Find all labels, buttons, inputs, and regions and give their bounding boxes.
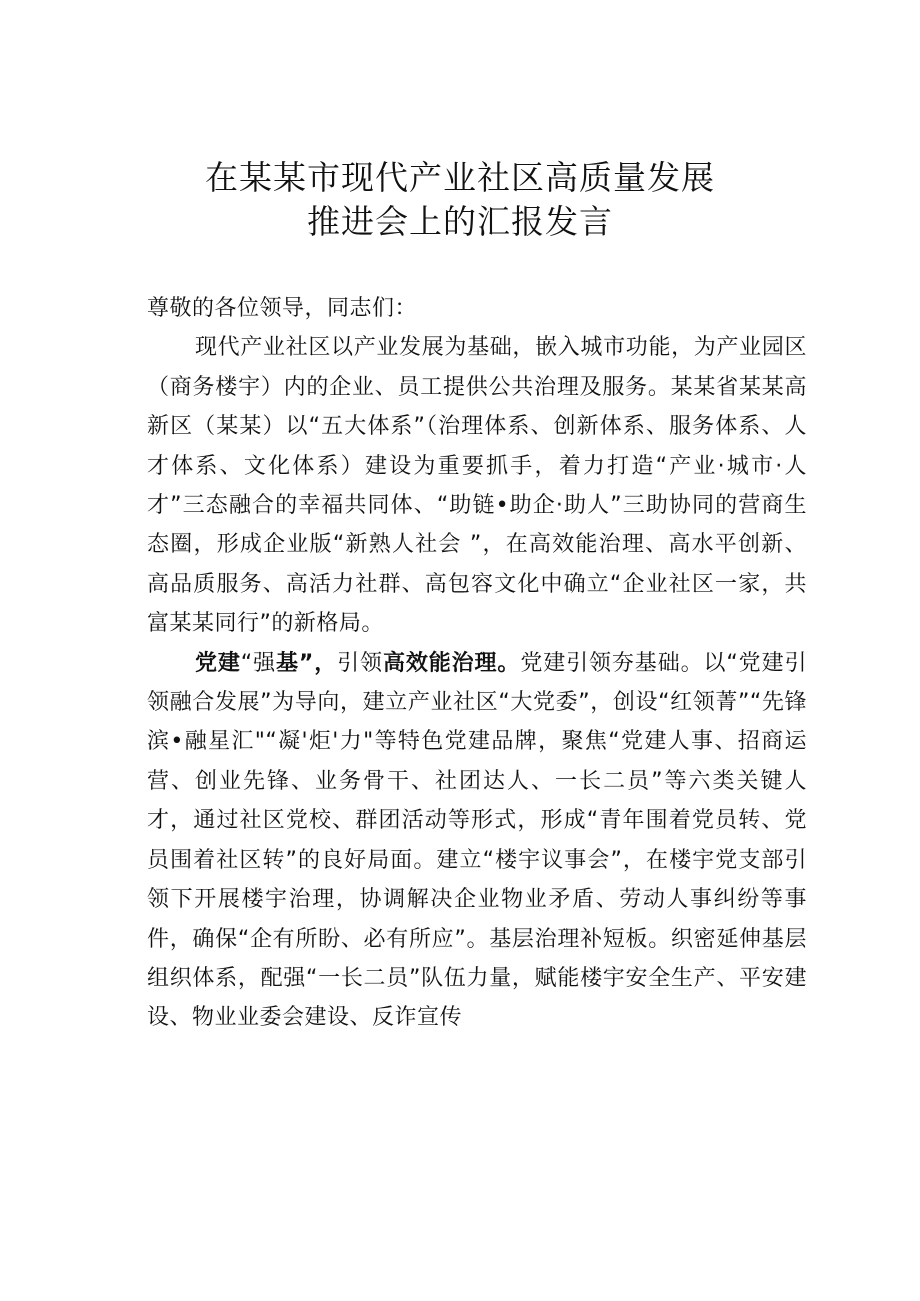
paragraph-intro: 现代产业社区以产业发展为基础，嵌入城市功能，为产业园区（商务楼宇）内的企业、员工提供公共治理及服务。某某省某某高新区（某某）以“五大体系”（治理体系、创新体系、服务体系、人才体系、文化体系）建设为重要抓手，着力打造“产业·城市·人才”三态融合的幸福共同体、“助链•助企·助人”三助协同的营商生态圈，形成企业版“新熟人社会 ”，在高效能治理、高水平创新、高品质服务、高活力社群、高包容文化中确立“企业社区一家，共富某某同行”的新格局。 (147, 335, 807, 637)
document-body (147, 289, 807, 1038)
section-heading-part-e: 高效能治理。 (382, 650, 521, 676)
section-heading-part-b: “强 (240, 650, 276, 676)
paragraph-party-building (147, 644, 807, 1038)
document-title-line-2: 推进会上的汇报发言 (307, 202, 613, 241)
salutation: 尊敬的各位领导，同志们： (147, 296, 418, 321)
section-heading-part-c: 基”， (276, 650, 338, 676)
section-heading-part-d: 引领 (337, 650, 383, 676)
section-heading-part-a: 党建 (195, 650, 241, 676)
document-title-line-1: 在某某市现代产业社区高质量发展 (205, 158, 715, 197)
paragraph-party-building-body: 党建引领夯基础。以“党建引领融合发展”为导向，建立产业社区“大党委”，创设“红领菁”“先锋滨•融星汇"“凝'炬'力"等特色党建品牌，聚焦“党建人事、招商运营、创业先锋、业务骨干、社团达人、一长二员”等六类关键人才，通过社区党校、群团活动等形式，形成“青年围着党员转、党员围着社区转”的良好局面。建立“楼宇议事会”，在楼宇党支部引领下开展楼宇治理，协调解决企业物业矛盾、劳动人事纠纷等事件，确保“企有所盼、必有所应”。基层治理补短板。织密延伸基层组织体系，配强“一长二员”队伍力量，赋能楼宇安全生产、平安建设、物业业委会建设、反诈宣传 (147, 650, 807, 1031)
